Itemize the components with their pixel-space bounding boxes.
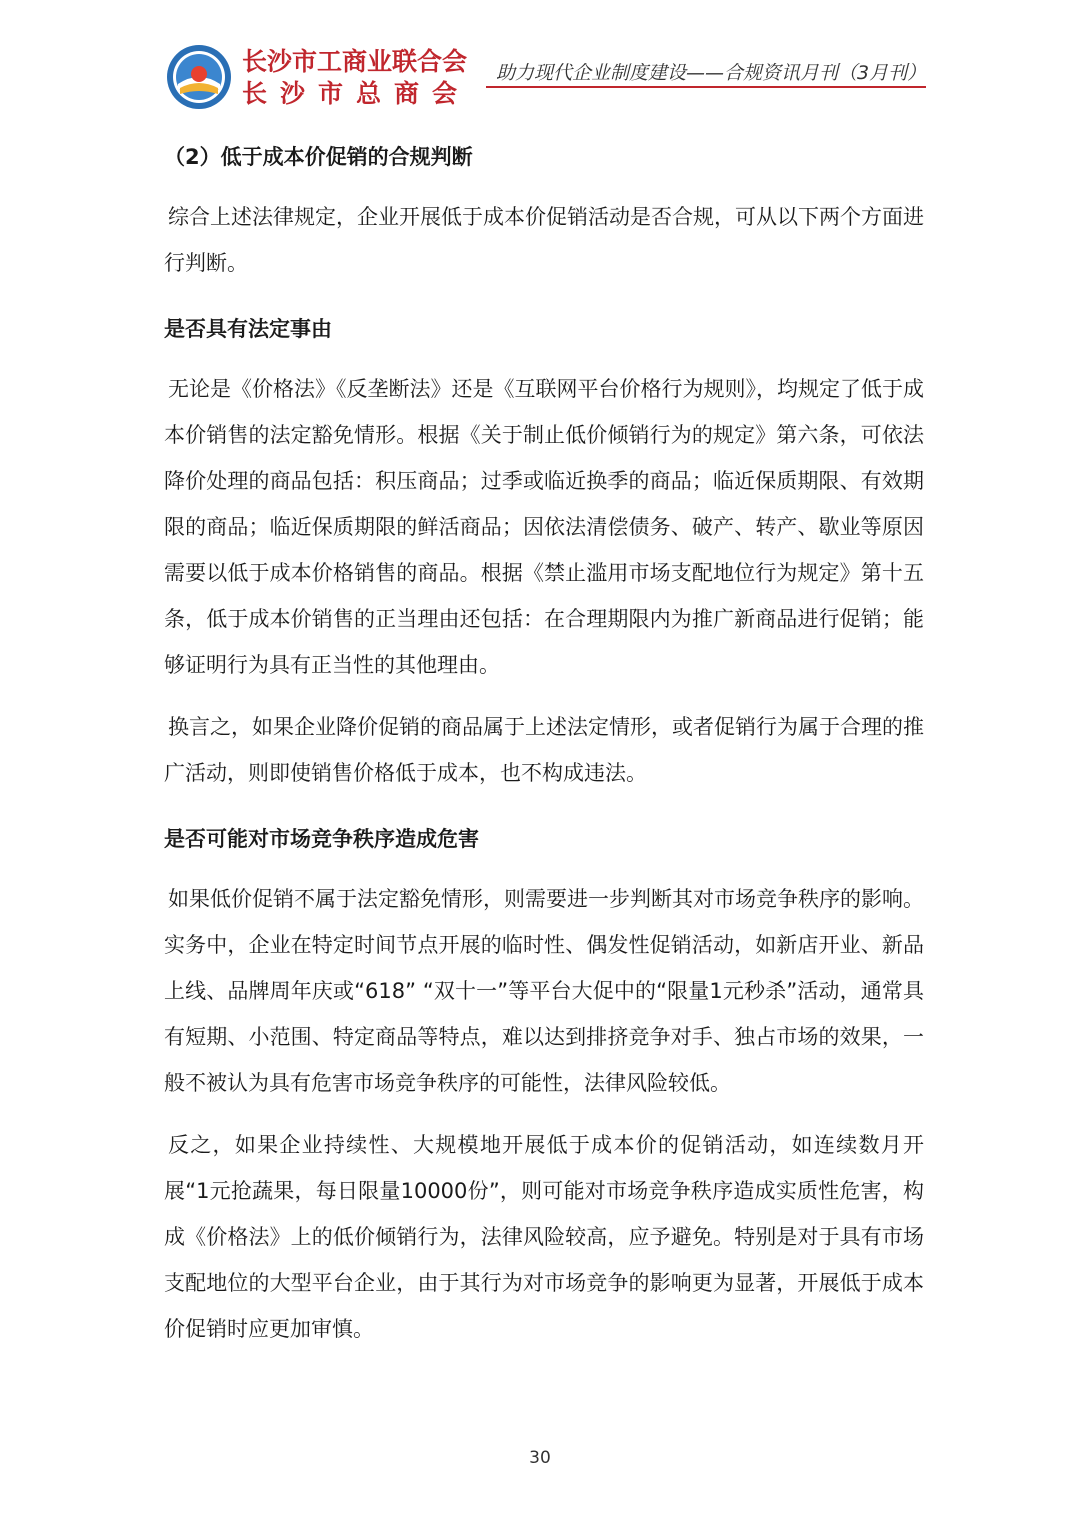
chamber-of-commerce-logo-icon (166, 44, 232, 110)
subheading-legal-grounds: 是否具有法定事由 (164, 317, 332, 341)
competition-harm-paragraph-1: 如果低价促销不属于法定豁免情形，则需要进一步判断其对市场竞争秩序的影响。实务中，企业在特定时间节点开展的临时性、偶发性促销活动，如新店开业、新品上线、品牌周年庆或“618” “双十一”等平台大促中的“限量1元秒杀”活动，通常具有短期、小范围、特定商品等特点，难以达到排挤竞争对手、独占市场的效果，一般不被认为具有危害市场竞争秩序的可能性，法律风险较低。 (164, 887, 924, 1095)
publication-title: 助力现代企业制度建设——合规资讯月刊（3月刊） (496, 62, 927, 84)
page-number: 30 (529, 1448, 551, 1468)
header-divider (486, 86, 926, 88)
organization-name (242, 46, 470, 110)
page-header (0, 0, 1080, 120)
article-body (164, 136, 924, 1352)
legal-grounds-paragraph-1: 无论是《价格法》《反垄断法》还是《互联网平台价格行为规则》，均规定了低于成本价销售的法定豁免情形。根据《关于制止低价倾销行为的规定》第六条，可依法降价处理的商品包括：积压商品；过季或临近换季的商品；临近保质期限、有效期限的商品；临近保质期限的鲜活商品；因依法清偿债务、破产、转产、歇业等原因需要以低于成本价格销售的商品。根据《禁止滥用市场支配地位行为规定》第十五条，低于成本价销售的正当理由还包括：在合理期限内为推广新商品进行促销；能够证明行为具有正当性的其他理由。 (164, 377, 924, 677)
intro-paragraph: 综合上述法律规定，企业开展低于成本价促销活动是否合规，可从以下两个方面进行判断。 (164, 205, 924, 275)
competition-harm-paragraph-2: 反之，如果企业持续性、大规模地开展低于成本价的促销活动，如连续数月开展“1元抢蔬果，每日限量10000份”，则可能对市场竞争秩序造成实质性危害，构成《价格法》上的低价倾销行为，法律风险较高，应予避免。特别是对于具有市场支配地位的大型平台企业，由于其行为对市场竞争的影响更为显著，开展低于成本价促销时应更加审慎。 (164, 1133, 924, 1341)
section-heading: （2）低于成本价促销的合规判断 (164, 145, 473, 169)
org-name-line2: 长沙市总商会 (242, 79, 471, 108)
org-name-line1: 长沙市工商业联合会 (242, 47, 468, 76)
subheading-competition-harm: 是否可能对市场竞争秩序造成危害 (164, 827, 479, 851)
legal-grounds-paragraph-2: 换言之，如果企业降价促销的商品属于上述法定情形，或者促销行为属于合理的推广活动，则即使销售价格低于成本，也不构成违法。 (164, 715, 924, 785)
